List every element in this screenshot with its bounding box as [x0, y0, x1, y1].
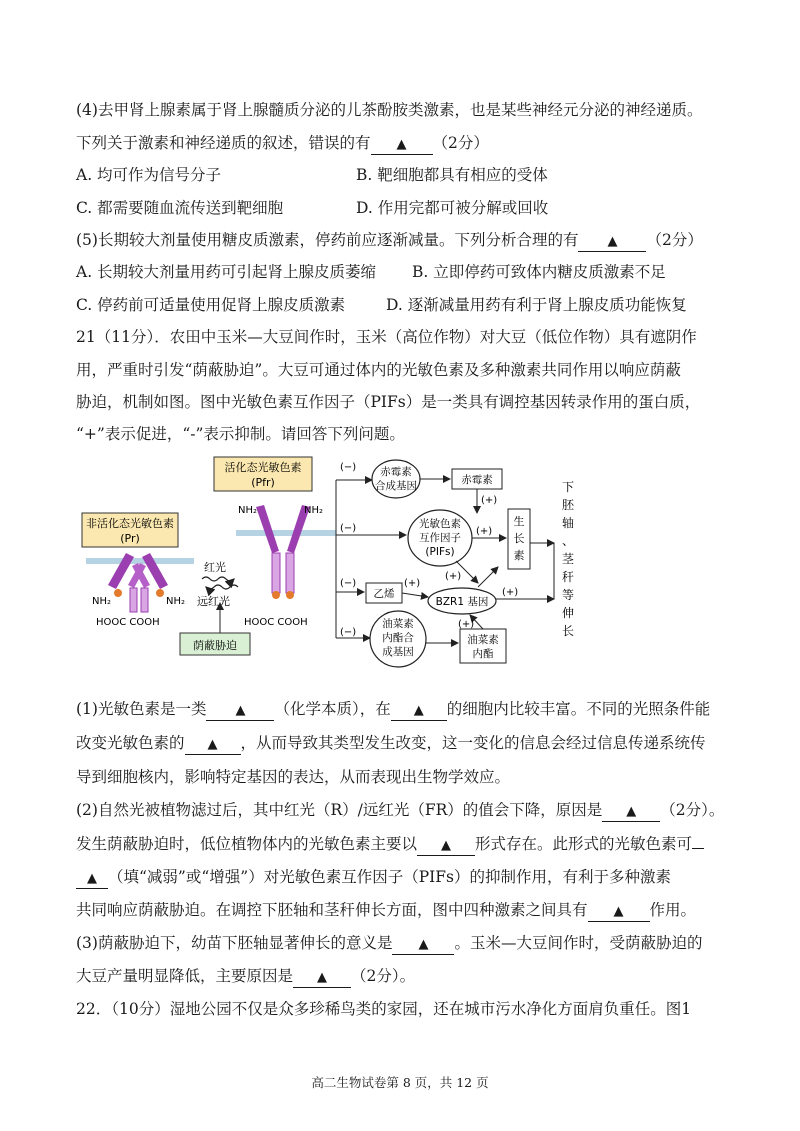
q21-part2-line1	[76, 800, 724, 822]
q21-part3-line1	[76, 933, 702, 955]
q5-option-c: C. 停药前可适量使用促肾上腺皮质激素	[76, 296, 346, 314]
q21-intro-line4: “+”表示促进，“-”表示抑制。请回答下列问题。	[76, 425, 405, 443]
q21-text: 。玉米—大豆间作时，受荫蔽胁迫的	[454, 934, 703, 952]
q4-option-c: C. 都需要随血流传送到靶细胞	[76, 199, 284, 217]
q21-part2-line4	[76, 900, 696, 922]
q4-stem-line2	[76, 133, 489, 155]
plus-sign: (+)	[404, 578, 421, 589]
q4-option-b: B. 靶细胞都具有相应的受体	[356, 166, 548, 184]
ga-gene-label: 赤霉素	[380, 466, 412, 478]
q21-text: 改变光敏色素的	[76, 734, 185, 752]
q4-option-d: D. 作用完都可被分解或回收	[356, 199, 549, 217]
q21-text: 共同响应荫蔽胁迫。在调控下胚轴和茎秆伸长方面，图中四种激素之间具有	[76, 901, 588, 919]
red-light-label: 红光	[204, 561, 226, 574]
svg-text:秆: 秆	[561, 570, 575, 584]
q21-text: 发生荫蔽胁迫时，低位植物体内的光敏色素主要以	[76, 835, 418, 853]
q21-text: (2)自然光被植物滤过后，其中红光（R）/远红光（FR）的值会下降，原因是	[76, 801, 603, 819]
shade-stress-label: 荫蔽胁迫	[193, 639, 237, 652]
pfr-label: 活化态光敏色素	[224, 461, 302, 474]
answer-blank[interactable]: ▲	[185, 736, 241, 755]
q5-option-a: A. 长期较大剂量用药可引起肾上腺皮质萎缩	[76, 263, 377, 281]
answer-blank[interactable]: ▲	[293, 969, 351, 988]
pr-nh2-right: NH₂	[166, 596, 186, 607]
far-red-label: 远红光	[197, 595, 230, 608]
ga-gene-label: 合成基因	[375, 480, 417, 492]
q21-text: ，从而导致其类型发生改变，这一变化的信息会经过信息传递系统传	[240, 734, 706, 752]
plus-sign: (+)	[445, 571, 462, 582]
svg-text:等: 等	[561, 588, 575, 602]
pfr-dimer-graphic	[236, 505, 336, 599]
q21-intro-line3: 胁迫，机制如图。图中光敏色素互作因子（PIFs）是一类具有调控基因转录作用的蛋白质，	[76, 393, 701, 411]
q21-text: 形式存在。此形式的光敏色素可	[475, 835, 693, 853]
pr-carboxyl: HOOC COOH	[96, 617, 160, 628]
pr-label: 非活化态光敏色素	[86, 517, 174, 530]
br-gene-label: 成基因	[382, 646, 414, 658]
q4-option-a: A. 均可作为信号分子	[76, 166, 222, 184]
q5-stem-text: (5)长期较大剂量使用糖皮质激素，停药前应逐渐减量。下列分析合理的有	[76, 231, 579, 249]
pfr-carboxyl: HOOC COOH	[244, 617, 308, 628]
q21-text: (3)荫蔽胁迫下，幼苗下胚轴显著伸长的意义是	[76, 934, 393, 952]
q21-text: （2分）。	[351, 967, 416, 985]
plus-sign: (+)	[476, 526, 493, 537]
q21-intro-line1: 21（11分）．农田中玉米—大豆间作时，玉米（高位作物）对大豆（低位作物）具有遮阴作	[76, 328, 697, 346]
pifs-label: 光敏色素	[419, 518, 461, 530]
far-red-arrow	[206, 585, 238, 589]
page-footer: 高二生物试卷第 8 页，共 12 页	[311, 1075, 489, 1090]
answer-blank[interactable]: ▲	[391, 702, 447, 721]
svg-text:下: 下	[561, 480, 575, 494]
q4-stem-text: 下列关于激素和神经递质的叙述，错误的有	[76, 134, 371, 152]
pifs-label: 互作因子	[419, 532, 461, 544]
minus-sign: (−)	[340, 627, 357, 638]
auxin-label: 生	[513, 515, 525, 528]
pifs-label: (PIFs)	[425, 546, 455, 558]
answer-blank[interactable]	[692, 848, 704, 849]
svg-text:胚: 胚	[561, 498, 575, 512]
outcome-label	[562, 480, 575, 638]
svg-text:、: 、	[561, 534, 575, 548]
pfr-nh2-left: NH₂	[238, 505, 258, 516]
q4-score: （2分）	[432, 134, 489, 152]
q21-text: 大豆产量明显降低，主要原因是	[76, 967, 294, 985]
minus-sign: (−)	[340, 462, 357, 473]
auxin-label: 长	[513, 532, 525, 545]
q21-part1-line2	[76, 733, 706, 755]
answer-blank[interactable]: ▲	[76, 870, 108, 889]
pfr-label-abbr: (Pfr)	[251, 476, 275, 489]
q21-text: （填“减弱”或“增强”）对光敏色素互作因子（PIFs）的抑制作用，有利于多种激素	[108, 868, 671, 886]
q4-stem-line1: (4)去甲肾上腺素属于肾上腺髓质分泌的儿茶酚胺类激素，也是某些神经元分泌的神经递质。	[76, 101, 703, 119]
q21-part2-line2	[76, 834, 704, 856]
answer-blank[interactable]: ▲	[602, 803, 660, 822]
q5-stem	[76, 230, 703, 252]
pr-nh2-left: NH₂	[92, 596, 112, 607]
q5-option-b: B. 立即停药可致体内糖皮质激素不足	[412, 263, 666, 281]
plus-sign: (+)	[502, 587, 519, 598]
red-light-arrow	[202, 577, 234, 581]
answer-blank[interactable]: ▲	[206, 702, 274, 721]
q5-score: （2分）	[646, 231, 703, 249]
br-gene-label: 油菜素	[382, 618, 414, 630]
q22-intro: 22．（10分）湿地公园不仅是众多珍稀鸟类的家园，还在城市污水净化方面肩负重任。图1	[76, 1000, 692, 1018]
br-label: 油菜素	[467, 634, 499, 646]
pr-label-abbr: (Pr)	[120, 532, 140, 545]
answer-blank[interactable]: ▲	[588, 903, 650, 922]
q21-text: 的细胞内比较丰富。不同的光照条件能	[446, 700, 711, 718]
svg-text:伸: 伸	[561, 606, 575, 620]
br-gene-label: 内酯合	[382, 632, 414, 644]
q21-part1-line3: 导到细胞核内，影响特定基因的表达，从而表现出生物学效应。	[76, 768, 511, 786]
plus-sign: (+)	[458, 619, 475, 630]
answer-blank[interactable]: ▲	[371, 136, 433, 155]
answer-blank[interactable]: ▲	[417, 837, 475, 856]
q21-text: 作用。	[649, 901, 697, 919]
q5-option-d: D. 逐渐减量用药有利于肾上腺皮质功能恢复	[386, 296, 687, 314]
br-label: 内酯	[472, 648, 494, 660]
q21-part2-line3	[76, 867, 671, 889]
plus-sign: (+)	[481, 495, 498, 506]
q21-part1-line1	[76, 699, 710, 721]
bzr1-label: BZR1 基因	[435, 596, 489, 608]
q21-text: （2分）。	[660, 801, 725, 819]
q21-part3-line2	[76, 966, 415, 988]
pfr-nh2-right: NH₂	[304, 505, 324, 516]
svg-text:茎: 茎	[561, 552, 575, 566]
q21-intro-line2: 用，严重时引发“荫蔽胁迫”。大豆可通过体内的光敏色素及多种激素共同作用以响应荫蔽	[76, 361, 681, 379]
svg-text:长: 长	[561, 624, 575, 638]
auxin-label: 素	[513, 549, 525, 562]
q21-text: （化学本质），在	[274, 700, 391, 718]
ga-label: 赤霉素	[461, 474, 493, 486]
mechanism-diagram	[78, 455, 598, 670]
answer-blank[interactable]: ▲	[392, 936, 454, 955]
minus-sign: (−)	[340, 578, 357, 589]
svg-text:轴: 轴	[561, 516, 575, 530]
answer-blank[interactable]: ▲	[578, 233, 646, 252]
q21-text: (1)光敏色素是一类	[76, 700, 207, 718]
ethylene-label: 乙烯	[373, 588, 395, 600]
minus-sign: (−)	[340, 523, 357, 534]
